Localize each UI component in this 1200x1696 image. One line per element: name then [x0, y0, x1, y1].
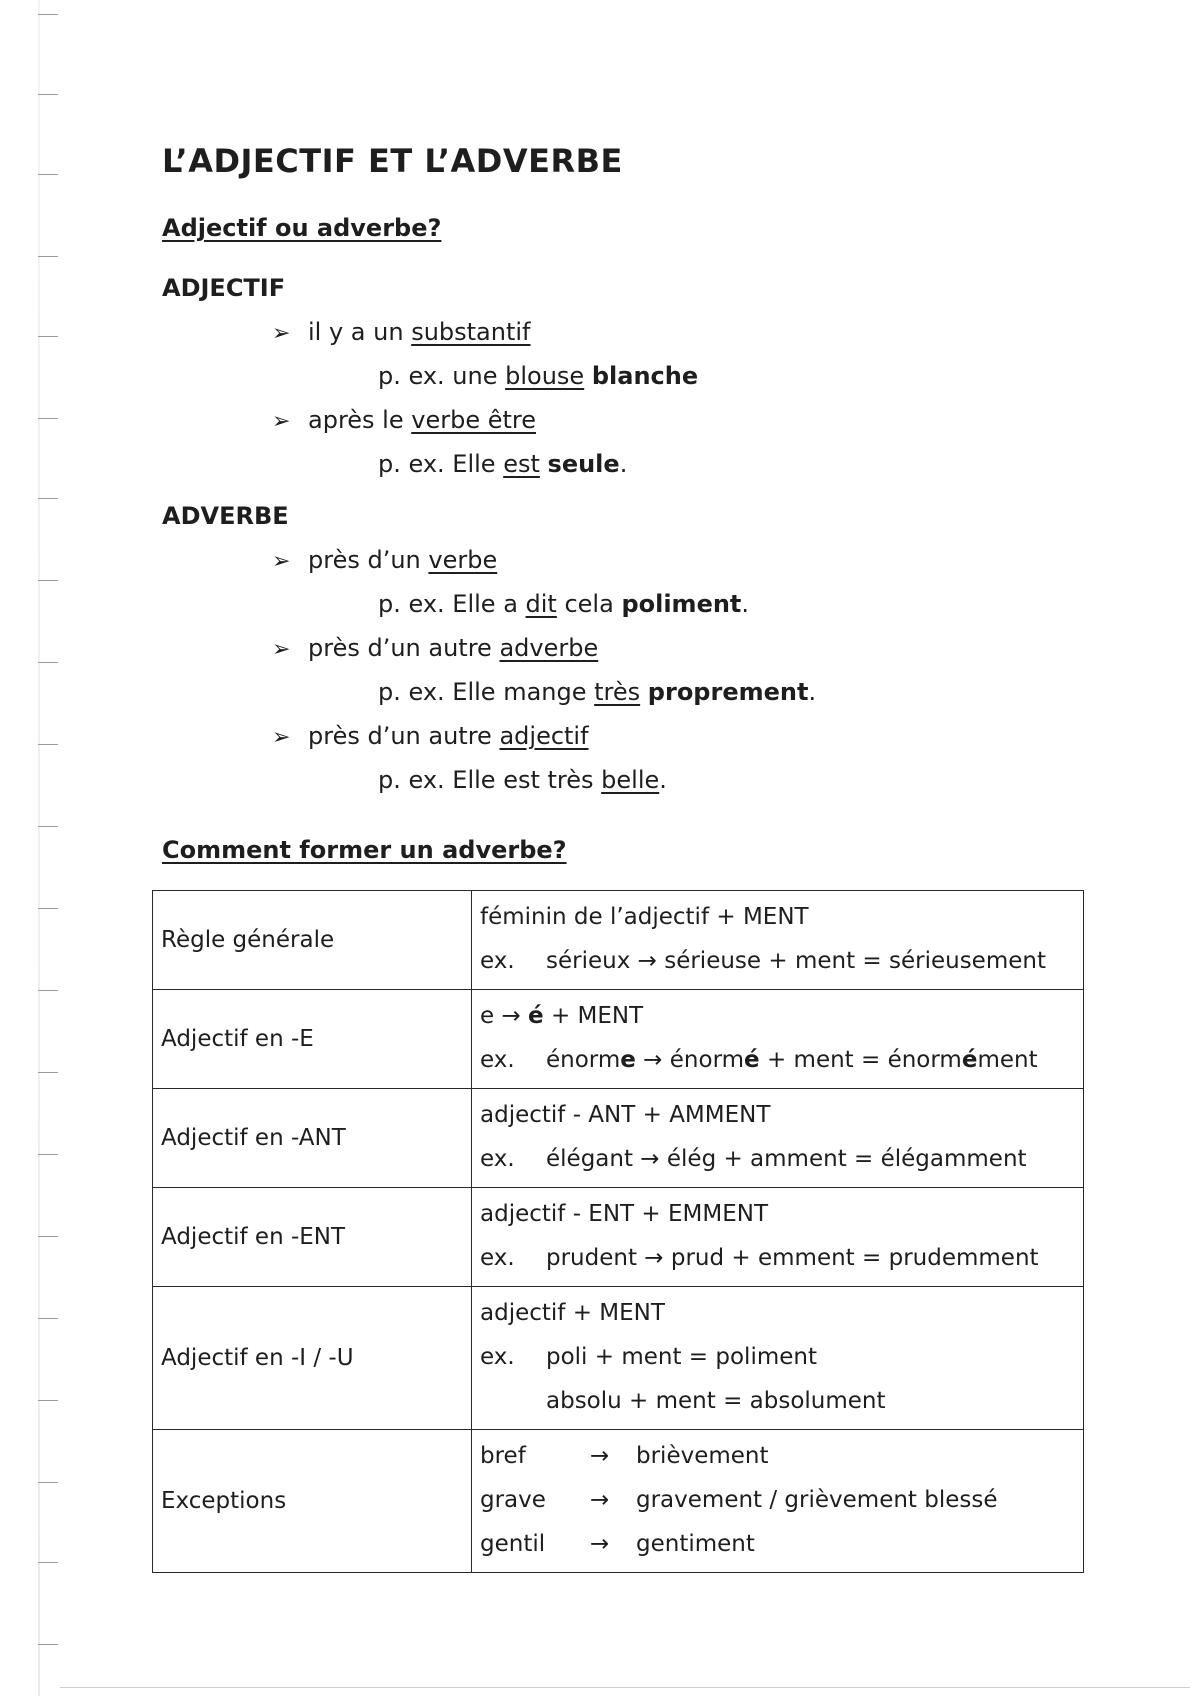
adverbe-rule-adjectif: ➢ près d’un autre adjectif — [272, 722, 589, 750]
page-bottom-edge — [60, 1687, 1190, 1688]
adverbe-example-proprement: p. ex. Elle mange très proprement. — [378, 678, 817, 706]
row-label: Règle générale — [153, 891, 472, 990]
bullet-arrow-icon: ➢ — [272, 637, 291, 662]
category-adverbe: ADVERBE — [162, 502, 289, 530]
row-content: féminin de l’adjectif + MENT ex. sérieux → sérieuse + ment = sérieusement — [472, 891, 1084, 990]
bullet-arrow-icon: ➢ — [272, 321, 291, 346]
bullet-arrow-icon: ➢ — [272, 725, 291, 750]
row-content: adjectif - ANT + AMMENT ex. élégant → élég + amment = élégamment — [472, 1089, 1084, 1188]
table-row — [153, 1287, 1084, 1430]
adverbe-example-belle: p. ex. Elle est très belle. — [378, 766, 667, 794]
row-label: Adjectif en -E — [153, 990, 472, 1089]
row-content: e → é + MENT ex. énorme → énormé + ment = énormément — [472, 990, 1084, 1089]
category-adjectif: ADJECTIF — [162, 274, 286, 302]
page-title: L’ADJECTIF ET L’ADVERBE — [162, 142, 623, 180]
adjectif-rule-substantif: ➢ il y a un substantif — [272, 318, 531, 346]
bullet-arrow-icon: ➢ — [272, 409, 291, 434]
adverb-formation-table — [152, 890, 1084, 1573]
table-row — [153, 1430, 1084, 1573]
binder-hole-marks — [38, 0, 64, 1696]
section-heading-adjectif-ou-adverbe: Adjectif ou adverbe? — [162, 214, 442, 242]
row-label: Exceptions — [153, 1430, 472, 1573]
row-label: Adjectif en -ENT — [153, 1188, 472, 1287]
row-label: Adjectif en -ANT — [153, 1089, 472, 1188]
section-heading-comment-former: Comment former un adverbe? — [162, 836, 567, 864]
adverbe-rule-verbe: ➢ près d’un verbe — [272, 546, 498, 574]
row-content: adjectif + MENT ex. poli + ment = poliment absolu + ment = absolument — [472, 1287, 1084, 1430]
arrow-icon: → — [590, 1487, 610, 1513]
table-row — [153, 1188, 1084, 1287]
arrow-icon: → — [590, 1531, 610, 1557]
table-row — [153, 891, 1084, 990]
table-row — [153, 1089, 1084, 1188]
bullet-arrow-icon: ➢ — [272, 549, 291, 574]
row-label: Adjectif en -I / -U — [153, 1287, 472, 1430]
arrow-icon: → — [590, 1443, 610, 1469]
table-row — [153, 990, 1084, 1089]
row-content: bref → brièvement grave → gravement / grièvement blessé gentil → gentiment — [472, 1430, 1084, 1573]
adverbe-example-poliment: p. ex. Elle a dit cela poliment. — [378, 590, 750, 618]
adjectif-example-seule: p. ex. Elle est seule. — [378, 450, 628, 478]
adjectif-example-blouse: p. ex. une blouse blanche — [378, 362, 699, 390]
adverbe-rule-adverbe: ➢ près d’un autre adverbe — [272, 634, 599, 662]
row-content: adjectif - ENT + EMMENT ex. prudent → prud + emment = prudemment — [472, 1188, 1084, 1287]
adjectif-rule-verbe-etre: ➢ après le verbe être — [272, 406, 536, 434]
